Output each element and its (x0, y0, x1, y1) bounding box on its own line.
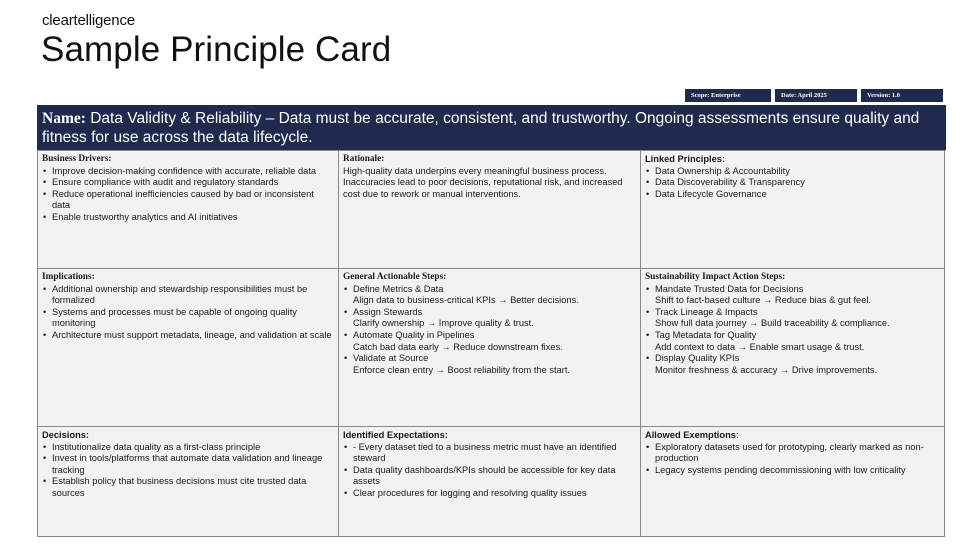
implications-list (42, 284, 334, 342)
step-detail: Align data to business-critical KPIs → Better decisions. (353, 295, 579, 306)
identified-expectations-title: Identified Expectations: (343, 430, 448, 440)
general-steps-list (343, 284, 636, 377)
step-detail: Add context to data → Enable smart usage & trust. (655, 341, 865, 352)
business-drivers-title: Business Drivers: (42, 154, 112, 164)
list-item: • Systems and processes must be capable of ongoing quality monitoring (42, 307, 334, 330)
list-item: • Ensure compliance with audit and regulatory standards (42, 177, 334, 189)
principle-card (37, 105, 946, 537)
list-item: • Institutionalize data quality as a first-class principle (42, 442, 334, 454)
brand-logo-text: cleartelligence (42, 12, 135, 29)
step-detail: Clarify ownership → Improve quality & trust. (353, 318, 534, 329)
decisions-title: Decisions: (42, 430, 90, 440)
version-tag: Version: 1.0 (861, 89, 943, 102)
general-steps-title: General Actionable Steps: (343, 272, 447, 282)
step-head: Track Lineage & Impacts (655, 306, 758, 317)
business-drivers-list (42, 166, 334, 224)
rationale-title: Rationale: (343, 154, 385, 164)
list-item (645, 330, 940, 353)
business-drivers-cell (38, 151, 339, 269)
list-item: • Data quality dashboards/KPIs should be accessible for key data assets (343, 465, 636, 488)
identified-expectations-cell (339, 427, 641, 537)
rationale-cell (339, 151, 641, 269)
implications-title: Implications: (42, 272, 95, 282)
linked-principles-list (645, 166, 940, 201)
step-head: Automate Quality in Pipelines (353, 329, 475, 340)
list-item (645, 353, 940, 376)
meta-tags (685, 89, 943, 102)
list-item (343, 353, 636, 376)
list-item: • Legacy systems pending decommissioning with low criticality (645, 465, 940, 477)
list-item: • Data Discoverability & Transparency (645, 177, 940, 189)
list-item: • Improve decision-making confidence with accurate, reliable data (42, 166, 334, 178)
sustainability-steps-cell (641, 269, 945, 427)
step-detail: Enforce clean entry → Boost reliability from the start. (353, 364, 571, 375)
list-item: • Data Ownership & Accountability (645, 166, 940, 178)
step-head: Display Quality KPIs (655, 353, 740, 364)
list-item (645, 284, 940, 307)
step-detail: Shift to fact-based culture → Reduce bias & gut feel. (655, 295, 872, 306)
list-item: • - Every dataset tied to a business metric must have an identified steward (343, 442, 636, 465)
allowed-exemptions-title: Allowed Exemptions: (645, 430, 740, 440)
identified-expectations-list (343, 442, 636, 500)
allowed-exemptions-list (645, 442, 940, 477)
list-item (343, 284, 636, 307)
list-item: • Clear procedures for logging and resolving quality issues (343, 488, 636, 500)
list-item: • Establish policy that business decisions must cite trusted data sources (42, 476, 334, 499)
name-label: Name: (42, 110, 86, 127)
list-item (645, 307, 940, 330)
allowed-exemptions-cell (641, 427, 945, 537)
step-head: Assign Stewards (353, 306, 423, 317)
list-item (343, 330, 636, 353)
general-steps-cell (339, 269, 641, 427)
date-tag: Date: April 2025 (775, 89, 857, 102)
list-item (343, 307, 636, 330)
step-head: Define Metrics & Data (353, 283, 444, 294)
principle-name-bar (37, 105, 946, 150)
rationale-text: High-quality data underpins every meaningful business process. Inaccuracies lead to poor decisions, reputational risk, and increased cost due to rework or manual interventions. (343, 165, 623, 199)
linked-principles-title: Linked Principles: (645, 154, 726, 164)
list-item: • Exploratory datasets used for prototyping, clearly marked as non-production (645, 442, 940, 465)
linked-principles-cell (641, 151, 945, 269)
page-title: Sample Principle Card (41, 30, 392, 69)
sustainability-steps-title: Sustainability Impact Action Steps: (645, 272, 786, 282)
step-detail: Monitor freshness & accuracy → Drive improvements. (655, 364, 878, 375)
step-head: Tag Metadata for Quality (655, 329, 757, 340)
list-item: • Reduce operational inefficiencies caused by bad or inconsistent data (42, 189, 334, 212)
decisions-list (42, 442, 334, 500)
name-text: Data Validity & Reliability – Data must be accurate, consistent, and trustworthy. Ongoing assessments ensure quality and fitness for use across the data lifecycle. (42, 110, 920, 146)
step-detail: Show full data journey → Build traceability & compliance. (655, 318, 890, 329)
step-head: Mandate Trusted Data for Decisions (655, 283, 804, 294)
implications-cell (38, 269, 339, 427)
decisions-cell (38, 427, 339, 537)
list-item: • Additional ownership and stewardship responsibilities must be formalized (42, 284, 334, 307)
sustainability-steps-list (645, 284, 940, 377)
list-item: • Architecture must support metadata, lineage, and validation at scale (42, 330, 334, 342)
list-item: • Data Lifecycle Governance (645, 189, 940, 201)
step-detail: Catch bad data early → Reduce downstream fixes. (353, 341, 563, 352)
scope-tag: Scope: Enterprise (685, 89, 771, 102)
list-item: • Enable trustworthy analytics and AI initiatives (42, 212, 334, 224)
list-item: • Invest in tools/platforms that automate data validation and lineage tracking (42, 453, 334, 476)
principle-grid (37, 150, 946, 537)
step-head: Validate at Source (353, 353, 429, 364)
